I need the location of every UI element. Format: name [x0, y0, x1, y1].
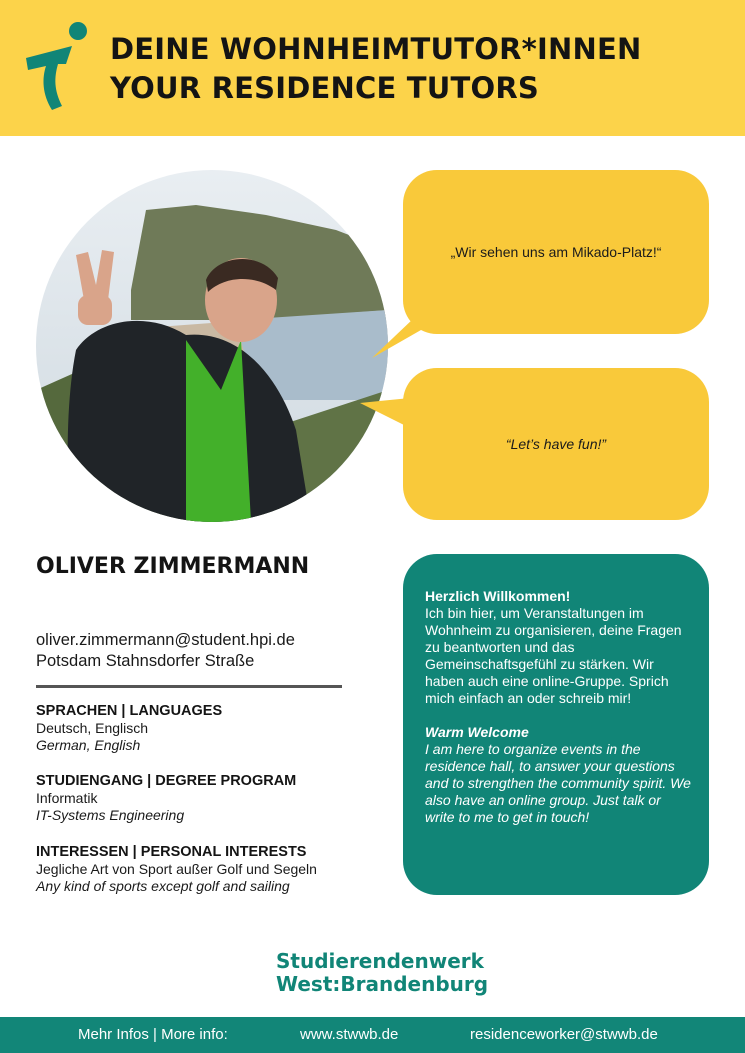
welcome-card — [403, 554, 709, 895]
section-value-german: Informatik — [36, 790, 98, 806]
footer-email-link[interactable]: residenceworker@stwwb.de — [470, 1026, 658, 1043]
quote-bubble-german — [403, 170, 709, 334]
interests-section — [36, 844, 346, 895]
bubble-tail-german — [372, 318, 442, 360]
quote-bubble-english — [403, 368, 709, 520]
section-value-english: IT-Systems Engineering — [36, 807, 185, 823]
welcome-text-english: I am here to organize events in the residence hall, to answer your questions and to strengthen the community spirit. We also have an online group. Just talk or write to me to get in touch! — [425, 741, 691, 825]
divider — [36, 685, 342, 688]
title-line-english: YOUR RESIDENCE TUTORS — [110, 71, 539, 105]
section-value-german: Jegliche Art von Sport außer Golf und Segeln — [36, 861, 317, 877]
tutor-photo — [36, 170, 388, 522]
brand-line1: Studierendenwerk — [276, 949, 484, 973]
title-line-german: DEINE WOHNHEIMTUTOR*INNEN — [110, 32, 642, 66]
page-title — [110, 30, 641, 108]
contact-block — [36, 630, 295, 672]
welcome-text-german: Ich bin hier, um Veranstaltungen im Wohnheim zu organisieren, deine Fragen zu beantworten und das Gemeinschaftsgefühl zu stärken. Wir haben auch eine online-Gruppe. Sprich mich einfach an oder schreib mir! — [425, 605, 682, 706]
brand-line2: West:Brandenburg — [276, 972, 489, 996]
info-i-icon — [22, 20, 94, 116]
bubble-tail-english — [360, 398, 410, 434]
languages-section — [36, 703, 346, 754]
footer-website-link[interactable]: www.stwwb.de — [300, 1026, 399, 1043]
section-value-english: Any kind of sports except golf and sailing — [36, 878, 290, 894]
tutor-name: OLIVER ZIMMERMANN — [36, 554, 310, 579]
footer-label: Mehr Infos | More info: — [78, 1026, 228, 1043]
section-value-english: German, English — [36, 737, 141, 753]
quote-text-english: “Let’s have fun!” — [505, 436, 607, 452]
brand-logo — [276, 950, 488, 996]
header-banner — [0, 0, 745, 136]
section-heading: SPRACHEN | LANGUAGES — [36, 703, 223, 719]
tutor-email[interactable]: oliver.zimmermann@student.hpi.de — [36, 631, 295, 649]
quote-text-german: „Wir sehen uns am Mikado-Platz!“ — [450, 244, 662, 260]
welcome-heading-german: Herzlich Willkommen! — [425, 588, 571, 604]
section-heading: STUDIENGANG | DEGREE PROGRAM — [36, 773, 297, 789]
section-value-german: Deutsch, Englisch — [36, 720, 149, 736]
footer-bar — [0, 1017, 745, 1053]
degree-section — [36, 773, 346, 824]
section-heading: INTERESSEN | PERSONAL INTERESTS — [36, 844, 307, 860]
welcome-heading-english: Warm Welcome — [425, 724, 529, 740]
tutor-residence: Potsdam Stahnsdorfer Straße — [36, 652, 255, 670]
